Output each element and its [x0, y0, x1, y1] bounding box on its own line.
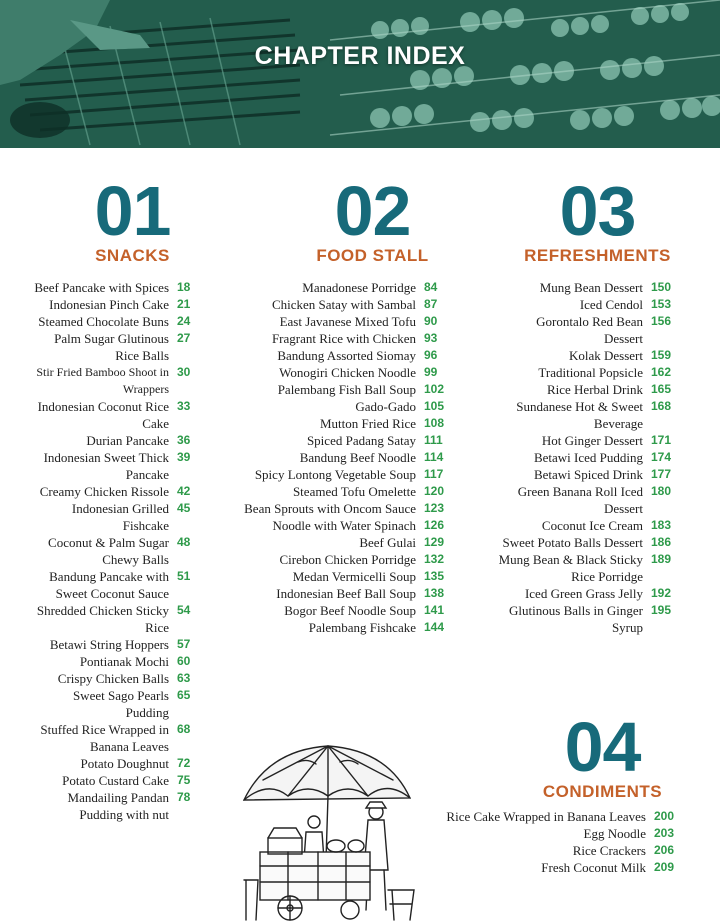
- entry-title: Beef Gulai: [359, 535, 416, 550]
- index-entry: [30, 789, 205, 823]
- index-entry: [30, 398, 205, 432]
- index-entry: [30, 279, 205, 296]
- index-entry: [420, 825, 682, 842]
- index-entry: [30, 296, 205, 313]
- index-entry: [30, 721, 205, 755]
- entry-page-number: 132: [424, 552, 445, 566]
- index-entry: [30, 602, 205, 636]
- index-entry: [498, 296, 679, 313]
- index-entry: [240, 313, 452, 330]
- index-entry: [30, 653, 205, 670]
- entry-title: Mung Bean Dessert: [539, 280, 643, 295]
- entry-page-number: 30: [177, 365, 191, 379]
- entry-page-number: 68: [177, 722, 191, 736]
- entry-title: Green Banana Roll Iced Dessert: [517, 484, 643, 516]
- entry-page-number: 209: [654, 860, 675, 874]
- entry-title: Egg Noodle: [583, 826, 646, 841]
- entry-page-number: 84: [424, 280, 438, 294]
- entry-title: Spicy Lontong Vegetable Soup: [254, 467, 416, 482]
- index-entry: [240, 585, 452, 602]
- entry-page-number: 105: [424, 399, 445, 413]
- entry-title: Manadonese Porridge: [302, 280, 416, 295]
- index-entry: [30, 636, 205, 653]
- entry-page-number: 114: [424, 450, 444, 464]
- entry-title: Coconut & Palm Sugar Chewy Balls: [48, 535, 169, 567]
- index-entry: [240, 568, 452, 585]
- entry-page-number: 65: [177, 688, 191, 702]
- entry-page-number: 195: [651, 603, 672, 617]
- header-banner: [0, 0, 720, 148]
- entry-title: Indonesian Pinch Cake: [49, 297, 169, 312]
- index-entry: [498, 483, 679, 517]
- entry-title: Gado-Gado: [355, 399, 416, 414]
- street-cart-illustration: [238, 740, 420, 921]
- entry-title: Bandung Assorted Siomay: [277, 348, 416, 363]
- chapter-heading-03: [515, 172, 680, 266]
- entry-title: Stir Fried Bamboo Shoot in Wrappers: [36, 365, 169, 396]
- index-entry: [240, 619, 452, 636]
- index-entry: [240, 347, 452, 364]
- index-entry: [240, 279, 452, 296]
- entry-title: Steamed Chocolate Buns: [38, 314, 169, 329]
- chapter-heading-01: [55, 172, 210, 266]
- index-entry: [30, 313, 205, 330]
- entry-page-number: 141: [424, 603, 445, 617]
- entry-title: Creamy Chicken Rissole: [39, 484, 169, 499]
- chapter-entries-02: [240, 279, 452, 636]
- entry-page-number: 180: [651, 484, 672, 498]
- entry-page-number: 33: [177, 399, 191, 413]
- entry-page-number: 144: [424, 620, 445, 634]
- entry-title: Rice Cake Wrapped in Banana Leaves: [446, 809, 646, 824]
- entry-page-number: 117: [424, 467, 444, 481]
- entry-page-number: 186: [651, 535, 672, 549]
- entry-page-number: 165: [651, 382, 672, 396]
- entry-title: Chicken Satay with Sambal: [271, 297, 416, 312]
- entry-title: Hot Ginger Dessert: [541, 433, 643, 448]
- index-entry: [30, 670, 205, 687]
- index-entry: [498, 585, 679, 602]
- entry-page-number: 108: [424, 416, 445, 430]
- index-entry: [498, 347, 679, 364]
- entry-title: Fragrant Rice with Chicken: [271, 331, 416, 346]
- index-entry: [240, 432, 452, 449]
- entry-page-number: 24: [177, 314, 191, 328]
- entry-page-number: 54: [177, 603, 191, 617]
- index-entry: [498, 364, 679, 381]
- index-entry: [498, 534, 679, 551]
- entry-title: Sundanese Hot & Sweet Beverage: [516, 399, 643, 431]
- entry-title: Indonesian Sweet Thick Pancake: [43, 450, 169, 482]
- entry-title: Indonesian Beef Ball Soup: [276, 586, 416, 601]
- entry-title: Palembang Fishcake: [308, 620, 416, 635]
- index-entry: [498, 313, 679, 347]
- entry-page-number: 39: [177, 450, 191, 464]
- entry-title: Medan Vermicelli Soup: [292, 569, 416, 584]
- index-entry: [240, 449, 452, 466]
- entry-title: Kolak Dessert: [568, 348, 643, 363]
- index-entry: [30, 534, 205, 568]
- entry-title: Noodle with Water Spinach: [272, 518, 416, 533]
- index-entry: [420, 859, 682, 876]
- entry-page-number: 150: [651, 280, 672, 294]
- entry-page-number: 99: [424, 365, 438, 379]
- index-entry: [240, 483, 452, 500]
- index-entry: [420, 842, 682, 859]
- entry-title: East Javanese Mixed Tofu: [279, 314, 416, 329]
- entry-page-number: 90: [424, 314, 438, 328]
- entry-page-number: 18: [177, 280, 191, 294]
- entry-title: Palembang Fish Ball Soup: [277, 382, 416, 397]
- index-entry: [240, 466, 452, 483]
- entry-title: Bandung Pancake with Sweet Coconut Sauce: [49, 569, 169, 601]
- entry-page-number: 63: [177, 671, 191, 685]
- chapter-number: 01: [94, 172, 171, 250]
- index-entry: [30, 755, 205, 772]
- entry-title: Sweet Potato Balls Dessert: [502, 535, 643, 550]
- index-entry: [240, 364, 452, 381]
- entry-title: Fresh Coconut Milk: [541, 860, 646, 875]
- entry-page-number: 102: [424, 382, 445, 396]
- entry-page-number: 189: [651, 552, 672, 566]
- entry-title: Iced Green Grass Jelly: [524, 586, 643, 601]
- entry-title: Palm Sugar Glutinous Rice Balls: [54, 331, 169, 363]
- entry-title: Steamed Tofu Omelette: [292, 484, 416, 499]
- entry-title: Shredded Chicken Sticky Rice: [36, 603, 169, 635]
- entry-page-number: 183: [651, 518, 672, 532]
- chapter-entries-03: [498, 279, 679, 636]
- entry-page-number: 153: [651, 297, 672, 311]
- entry-title: Rice Crackers: [572, 843, 646, 858]
- index-entry: [240, 330, 452, 347]
- entry-page-number: 93: [424, 331, 438, 345]
- entry-page-number: 200: [654, 809, 675, 823]
- chapter-name: FOOD STALL: [316, 246, 429, 265]
- entry-page-number: 126: [424, 518, 445, 532]
- entry-page-number: 72: [177, 756, 191, 770]
- chapter-entries-01: [30, 279, 205, 823]
- entry-title: Bogor Beef Noodle Soup: [284, 603, 416, 618]
- index-entry: [240, 296, 452, 313]
- chapter-heading-02: [290, 172, 455, 266]
- entry-page-number: 36: [177, 433, 191, 447]
- entry-title: Glutinous Balls in Ginger Syrup: [509, 603, 643, 635]
- index-entry: [30, 432, 205, 449]
- entry-title: Betawi Spiced Drink: [533, 467, 643, 482]
- entry-page-number: 129: [424, 535, 445, 549]
- index-entry: [498, 466, 679, 483]
- entry-title: Betawi Iced Pudding: [533, 450, 643, 465]
- entry-page-number: 78: [177, 790, 191, 804]
- entry-page-number: 162: [651, 365, 672, 379]
- index-entry: [30, 449, 205, 483]
- index-entry: [240, 551, 452, 568]
- entry-page-number: 27: [177, 331, 191, 345]
- index-entry: [30, 364, 205, 398]
- entry-title: Cirebon Chicken Porridge: [279, 552, 416, 567]
- entry-page-number: 168: [651, 399, 672, 413]
- index-entry: [240, 602, 452, 619]
- index-entry: [498, 432, 679, 449]
- index-entry: [30, 772, 205, 789]
- index-entry: [240, 381, 452, 398]
- entry-title: Mandailing Pandan Pudding with nut: [67, 790, 169, 822]
- entry-title: Wonogiri Chicken Noodle: [279, 365, 416, 380]
- chapter-name: SNACKS: [95, 246, 170, 265]
- index-entry: [498, 279, 679, 296]
- index-entry: [498, 398, 679, 432]
- index-entry: [240, 534, 452, 551]
- entry-page-number: 138: [424, 586, 445, 600]
- index-entry: [498, 381, 679, 398]
- index-entry: [420, 808, 682, 825]
- entry-title: Indonesian Grilled Fishcake: [71, 501, 169, 533]
- entry-title: Coconut Ice Cream: [541, 518, 643, 533]
- index-entry: [240, 398, 452, 415]
- index-entry: [30, 330, 205, 364]
- entry-page-number: 57: [177, 637, 191, 651]
- entry-title: Potato Custard Cake: [62, 773, 169, 788]
- chapter-name: CONDIMENTS: [542, 782, 663, 801]
- index-entry: [30, 568, 205, 602]
- entry-page-number: 177: [651, 467, 672, 481]
- entry-page-number: 206: [654, 843, 675, 857]
- entry-page-number: 96: [424, 348, 438, 362]
- index-entry: [30, 483, 205, 500]
- entry-title: Beef Pancake with Spices: [34, 280, 169, 295]
- entry-title: Spiced Padang Satay: [306, 433, 416, 448]
- index-entry: [30, 500, 205, 534]
- entry-page-number: 45: [177, 501, 191, 515]
- entry-page-number: 42: [177, 484, 191, 498]
- index-entry: [240, 517, 452, 534]
- entry-title: Iced Cendol: [579, 297, 643, 312]
- entry-title: Bean Sprouts with Oncom Sauce: [244, 501, 416, 516]
- entry-title: Mutton Fried Rice: [319, 416, 416, 431]
- index-entry: [498, 551, 679, 585]
- index-entry: [30, 687, 205, 721]
- chapter-heading-04: [520, 708, 685, 802]
- entry-page-number: 159: [651, 348, 672, 362]
- entry-title: Rice Herbal Drink: [546, 382, 643, 397]
- entry-page-number: 135: [424, 569, 445, 583]
- entry-page-number: 123: [424, 501, 445, 515]
- index-entry: [240, 500, 452, 517]
- index-entry: [498, 449, 679, 466]
- entry-title: Crispy Chicken Balls: [57, 671, 169, 686]
- entry-title: Bandung Beef Noodle: [299, 450, 416, 465]
- entry-page-number: 75: [177, 773, 191, 787]
- page-title: CHAPTER INDEX: [254, 42, 466, 70]
- entry-page-number: 174: [651, 450, 672, 464]
- entry-title: Traditional Popsicle: [538, 365, 643, 380]
- entry-title: Gorontalo Red Bean Dessert: [536, 314, 643, 346]
- chapter-number: 02: [334, 172, 411, 250]
- entry-page-number: 87: [424, 297, 438, 311]
- entry-page-number: 111: [424, 433, 443, 447]
- chapter-name: REFRESHMENTS: [524, 246, 671, 265]
- entry-title: Pontianak Mochi: [79, 654, 169, 669]
- entry-title: Stuffed Rice Wrapped in Banana Leaves: [40, 722, 169, 754]
- entry-page-number: 156: [651, 314, 672, 328]
- chapter-number: 03: [559, 172, 636, 250]
- satay-grill-photo: [0, 0, 720, 148]
- entry-title: Durian Pancake: [86, 433, 169, 448]
- entry-title: Indonesian Coconut Rice Cake: [37, 399, 169, 431]
- entry-page-number: 51: [177, 569, 191, 583]
- entry-title: Betawi String Hoppers: [49, 637, 169, 652]
- entry-page-number: 171: [651, 433, 672, 447]
- entry-page-number: 203: [654, 826, 675, 840]
- entry-title: Potato Doughnut: [80, 756, 169, 771]
- entry-title: Sweet Sago Pearls Pudding: [72, 688, 169, 720]
- index-entry: [498, 517, 679, 534]
- chapter-number: 04: [564, 708, 641, 786]
- index-entry: [240, 415, 452, 432]
- entry-title: Mung Bean & Black Sticky Rice Porridge: [498, 552, 643, 584]
- chapter-entries-04: [420, 808, 682, 876]
- entry-page-number: 192: [651, 586, 672, 600]
- index-entry: [498, 602, 679, 636]
- entry-page-number: 120: [424, 484, 445, 498]
- entry-page-number: 21: [177, 297, 191, 311]
- entry-page-number: 60: [177, 654, 191, 668]
- entry-page-number: 48: [177, 535, 191, 549]
